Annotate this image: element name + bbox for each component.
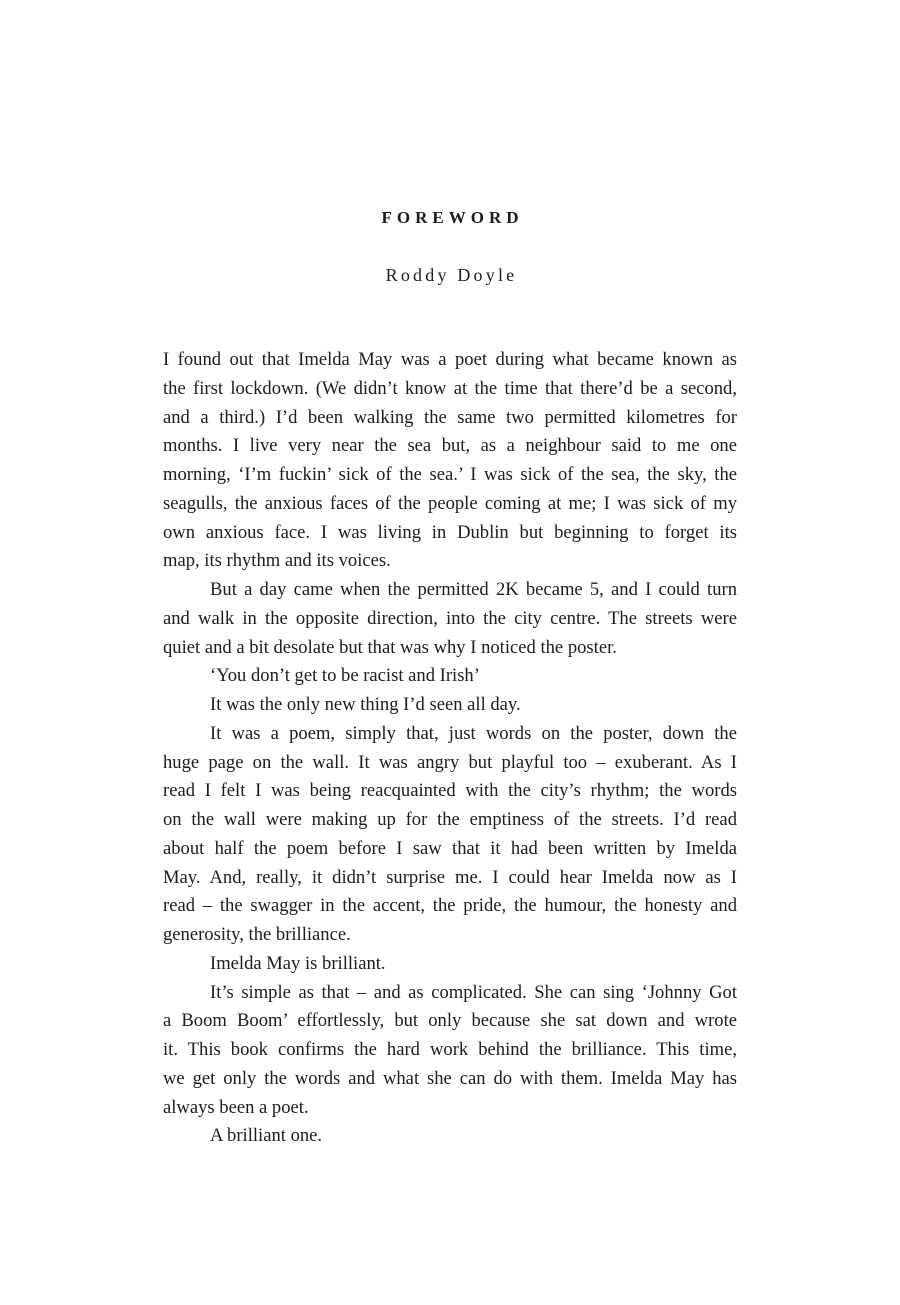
text-line: always been a poet. bbox=[163, 1096, 309, 1118]
text-line: it. This book confirms the hard work behind the brilliance. This time, bbox=[163, 1039, 737, 1060]
author-name: Roddy Doyle bbox=[385, 265, 518, 285]
text-line: It was the only new thing I’d seen all day. bbox=[210, 694, 521, 715]
text-line: months. I live very near the sea but, as a neighbour said to me one bbox=[163, 435, 737, 457]
text-line: generosity, the brilliance. bbox=[163, 924, 351, 945]
text-line: It was a poem, simply that, just words on the poster, down the bbox=[210, 722, 737, 744]
text-line: seagulls, the anxious faces of the people coming at me; I was sick of my bbox=[163, 492, 737, 514]
text-line: huge page on the wall. It was angry but playful too – exuberant. As I bbox=[163, 751, 737, 773]
text-line: we get only the words and what she can do with them. Imelda May has bbox=[163, 1067, 737, 1089]
text-line: map, its rhythm and its voices. bbox=[163, 550, 391, 572]
text-line: read I felt I was being reacquainted with the city’s rhythm; the words bbox=[163, 780, 737, 802]
text-line: morning, ‘I’m fuckin’ sick of the sea.’ I was sick of the sea, the sky, the bbox=[163, 464, 737, 485]
text-line: read – the swagger in the accent, the pride, the humour, the honesty and bbox=[163, 895, 737, 917]
text-line: and a third.) I’d been walking the same two permitted kilometres for bbox=[163, 406, 737, 428]
text-line: a Boom Boom’ effortlessly, but only because she sat down and wrote bbox=[163, 1010, 737, 1032]
paragraph bbox=[163, 662, 737, 691]
chapter-title: FOREWORD bbox=[381, 208, 524, 227]
text-line: own anxious face. I was living in Dublin but beginning to forget its bbox=[163, 521, 737, 543]
paragraph bbox=[163, 720, 737, 950]
text-line: A brilliant one. bbox=[210, 1125, 323, 1147]
text-line: the first lockdown. (We didn’t know at the time that there’d be a second, bbox=[163, 377, 737, 399]
foreword-body bbox=[163, 346, 737, 1151]
paragraph bbox=[163, 576, 737, 662]
paragraph bbox=[163, 1122, 737, 1151]
text-line: quiet and a bit desolate but that was why I noticed the poster. bbox=[163, 636, 617, 658]
paragraph bbox=[163, 979, 737, 1123]
text-line: about half the poem before I saw that it had been written by Imelda bbox=[163, 837, 737, 859]
text-line: and walk in the opposite direction, into the city centre. The streets were bbox=[163, 607, 737, 629]
text-line: ‘You don’t get to be racist and Irish’ bbox=[210, 665, 480, 687]
text-line: But a day came when the permitted 2K became 5, and I could turn bbox=[210, 579, 737, 600]
paragraph bbox=[163, 691, 737, 720]
text-line: on the wall were making up for the emptiness of the streets. I’d read bbox=[163, 809, 737, 830]
text-line: I found out that Imelda May was a poet during what became known as bbox=[163, 349, 737, 370]
text-line: It’s simple as that – and as complicated. She can sing ‘Johnny Got bbox=[210, 981, 737, 1003]
paragraph bbox=[163, 346, 737, 576]
paragraph bbox=[163, 950, 737, 979]
text-line: May. And, really, it didn’t surprise me. I could hear Imelda now as I bbox=[163, 866, 737, 888]
text-line: Imelda May is brilliant. bbox=[210, 952, 386, 974]
